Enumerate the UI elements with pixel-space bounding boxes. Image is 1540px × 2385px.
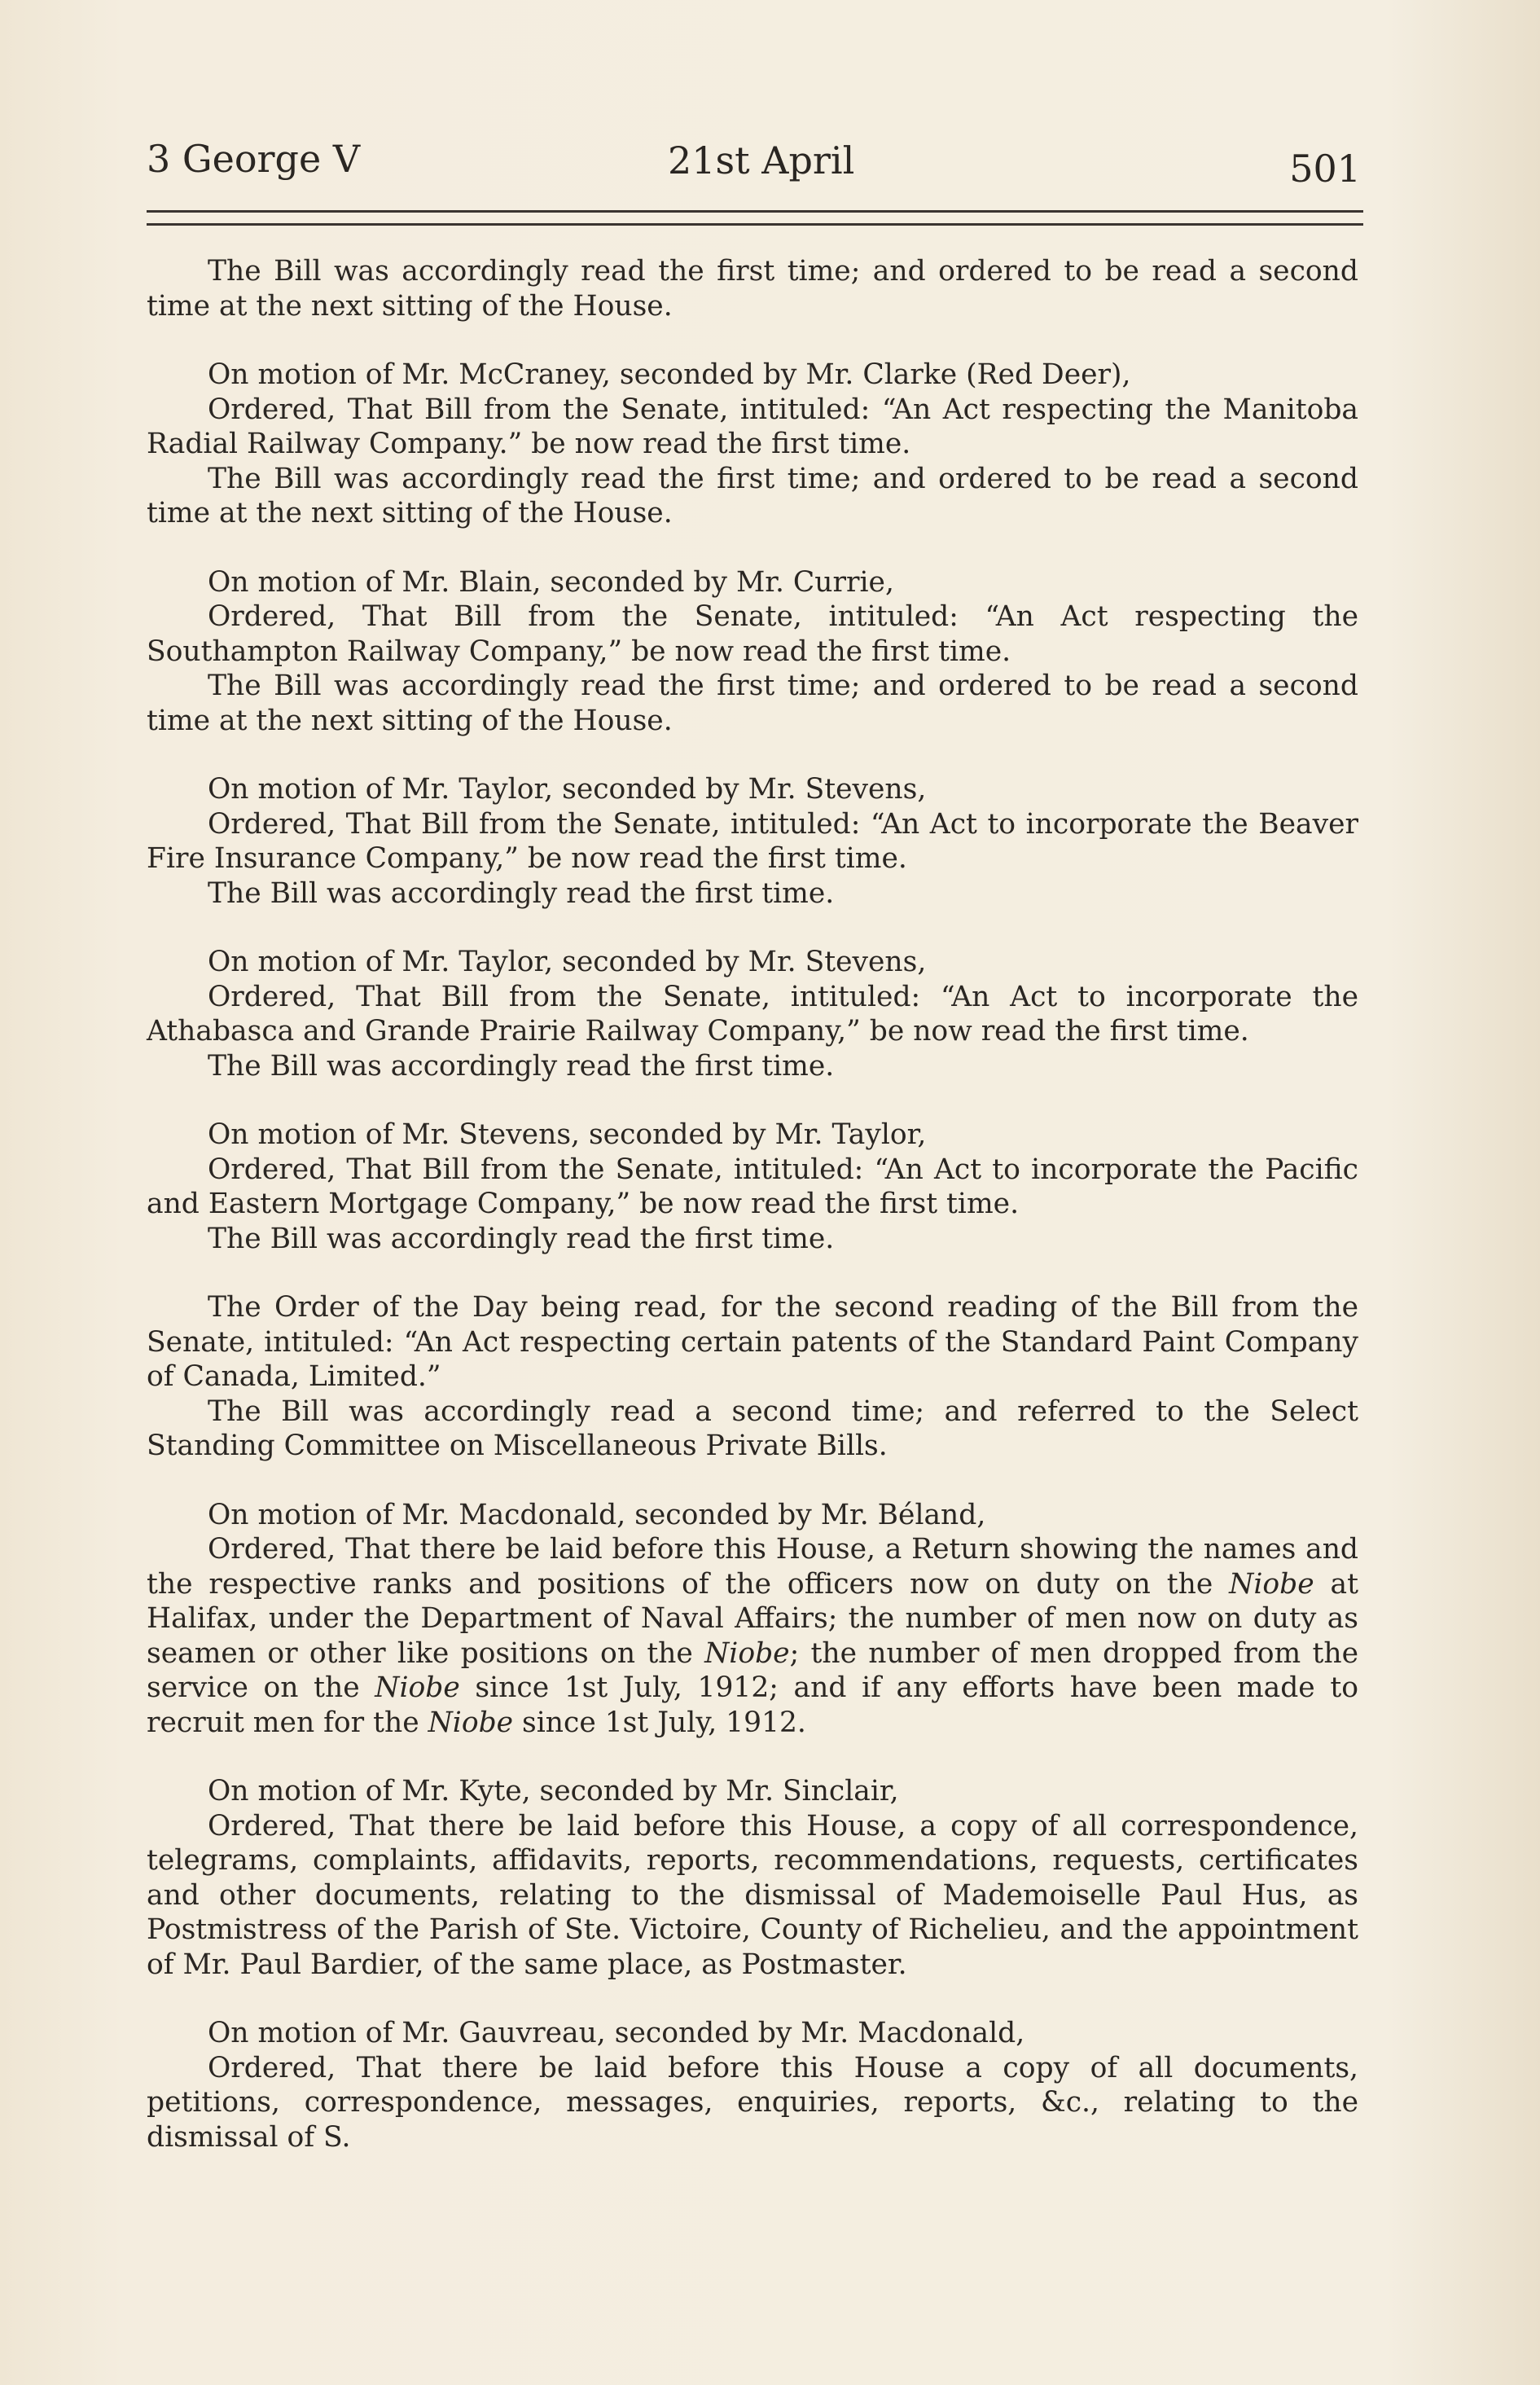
page-date: 21st April bbox=[668, 138, 855, 182]
motion-block bbox=[147, 358, 1358, 531]
motion-block bbox=[147, 772, 1358, 911]
motion-block bbox=[147, 1118, 1358, 1256]
motion-block bbox=[147, 254, 1358, 323]
paragraph-text: Ordered, That there be laid before this House, a Return showing the names and the respective ranks and positions of the officers now on duty on the Niobe at Halifax, under the Department of Naval Affairs; the number of men now on duty as seamen or other like positions on the Niobe; the number of men dropped from the service on the Niobe since 1st July, 1912; and if any efforts have been made to recruit men for the Niobe since 1st July, 1912. bbox=[147, 1533, 1358, 1739]
paragraph-text: On motion of Mr. McCraney, seconded by Mr. Clarke (Red Deer), bbox=[208, 358, 1131, 391]
paragraph-text: On motion of Mr. Taylor, seconded by Mr. Stevens, bbox=[208, 773, 927, 806]
document-body bbox=[147, 254, 1358, 2189]
paragraph-text: Ordered, That Bill from the Senate, intituled: “An Act to incorporate the Beaver Fire Insurance Company,” be now read the first time. bbox=[147, 807, 1358, 875]
paragraph-text: Ordered, That Bill from the Senate, intituled: “An Act to incorporate the Pacific and Eastern Mortgage Company,” be now read the first time. bbox=[147, 1153, 1358, 1220]
paragraph-text: Ordered, That Bill from the Senate, intituled: “An Act respecting the Manitoba Radial Railway Company.” be now read the first time. bbox=[147, 393, 1358, 460]
motion-block bbox=[147, 565, 1358, 739]
paragraph-text: The Bill was accordingly read a second time; and referred to the Select Standing Committee on Miscellaneous Private Bills. bbox=[147, 1395, 1358, 1462]
paragraph-text: The Bill was accordingly read the first time; and ordered to be read a second time at the next sitting of the House. bbox=[147, 462, 1358, 529]
paragraph-text: The Bill was accordingly read the first time. bbox=[208, 1049, 835, 1083]
paragraph-text: On motion of Mr. Kyte, seconded by Mr. Sinclair, bbox=[208, 1775, 899, 1807]
motion-block bbox=[147, 1774, 1358, 1982]
paragraph-text: The Bill was accordingly read the first time. bbox=[208, 876, 835, 910]
paragraph-text: The Bill was accordingly read the first time; and ordered to be read a second time at the next sitting of the House. bbox=[147, 255, 1358, 323]
paragraph-text: The Bill was accordingly read the first time. bbox=[208, 1222, 835, 1255]
motion-block bbox=[147, 1498, 1358, 1741]
motion-block bbox=[147, 945, 1358, 1083]
motion-block bbox=[147, 1290, 1358, 1464]
paragraph-text: On motion of Mr. Stevens, seconded by Mr. Taylor, bbox=[208, 1118, 927, 1151]
paragraph-text: On motion of Mr. Macdonald, seconded by Mr. Béland, bbox=[208, 1498, 986, 1531]
paragraph-text: The Bill was accordingly read the first time; and ordered to be read a second time at the next sitting of the House. bbox=[147, 670, 1358, 737]
paragraph-text: On motion of Mr. Gauvreau, seconded by Mr. Macdonald, bbox=[208, 2017, 1025, 2049]
paragraph-text: On motion of Mr. Blain, seconded by Mr. Currie, bbox=[208, 565, 894, 599]
paragraph-text: Ordered, That there be laid before this House, a copy of all correspondence, telegrams, complaints, affidavits, reports, recommendations, requests, certificates and other documents, relating to the dismissal of Mademoiselle Paul Hus, as Postmistress of the Parish of Ste. Victoire, County of Richelieu, and the appointment of Mr. Paul Bardier, of the same place, as Postmaster. bbox=[147, 1809, 1358, 1981]
paragraph-text: On motion of Mr. Taylor, seconded by Mr. Stevens, bbox=[208, 946, 927, 978]
paragraph-text: The Order of the Day being read, for the second reading of the Bill from the Senate, intituled: “An Act respecting certain patents of the Standard Paint Company of Canada, Limited.” bbox=[147, 1291, 1358, 1393]
header-rule-top bbox=[147, 210, 1363, 213]
header-rule-bottom bbox=[147, 223, 1363, 226]
motion-block bbox=[147, 2016, 1358, 2154]
paragraph-text: Ordered, That Bill from the Senate, intituled: “An Act to incorporate the Athabasca and Grande Prairie Railway Company,” be now read the first time. bbox=[147, 980, 1358, 1048]
paragraph-text: Ordered, That Bill from the Senate, intituled: “An Act respecting the Southampton Railway Company,” be now read the first time. bbox=[147, 600, 1358, 668]
page-number: 501 bbox=[1289, 147, 1361, 191]
page-header bbox=[147, 122, 1361, 191]
regnal-year: 3 George V bbox=[147, 137, 361, 181]
paragraph-text: Ordered, That there be laid before this House a copy of all documents, petitions, correspondence, messages, enquiries, reports, &c., relating to the dismissal of S. bbox=[147, 2051, 1358, 2154]
